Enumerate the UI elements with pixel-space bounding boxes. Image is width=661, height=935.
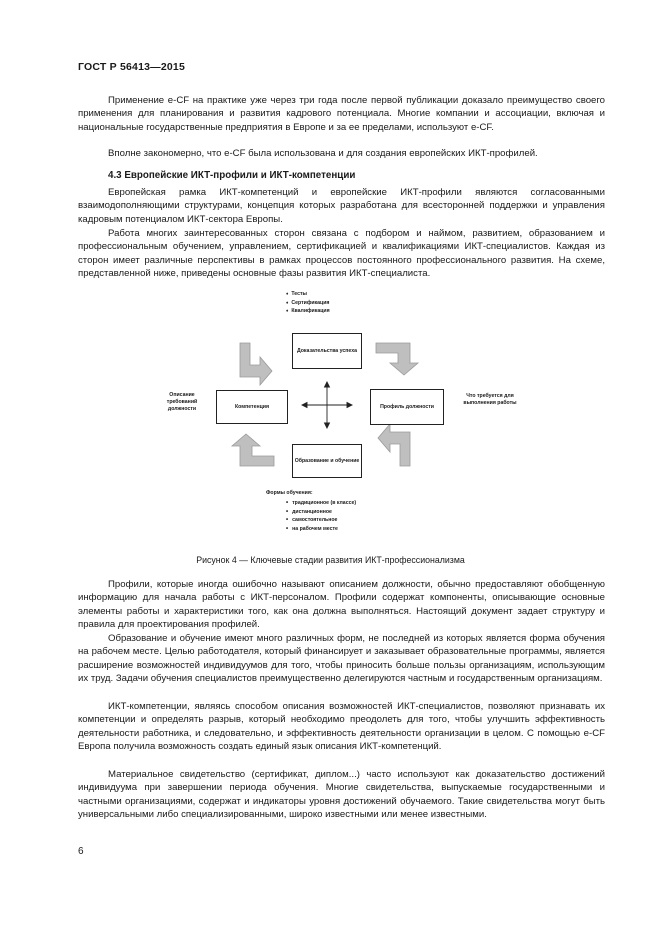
page-number: 6	[78, 846, 84, 857]
bullet-item: ♦ Сертификация	[286, 299, 330, 308]
figure-caption: Рисунок 4 — Ключевые стадии развития ИКТ-профессионализма	[196, 555, 465, 565]
box-competence: Компетенция	[216, 390, 288, 424]
paragraph: Вполне закономерно, что e-CF была использована и для создания европейских ИКТ-профилей.	[108, 148, 538, 159]
arrow-top-right-icon	[376, 343, 418, 375]
arrow-bottom-left-icon	[232, 434, 274, 466]
arrow-bottom-right-icon	[378, 424, 410, 466]
center-cross-arrows-icon	[302, 382, 352, 428]
right-label: Что требуется для выполнения работы	[463, 393, 517, 406]
box-education: Образование и обучение	[292, 444, 362, 478]
left-label: Описание требований должности	[166, 392, 198, 412]
forms-list	[286, 499, 356, 533]
bullet-item: • самостоятельное	[286, 516, 356, 525]
paragraph: Применение e-CF на практике уже через три года после первой публикации доказало преимущество своего применения для планирования и развития кадрового потенциала. Многие компании и ассоциации, включая и национальные государственные предприятия в Европе и за ее пределами, используют e-CF.	[78, 95, 605, 133]
arrow-top-left-icon	[240, 343, 272, 385]
document-header: ГОСТ Р 56413—2015	[78, 61, 186, 73]
paragraph: Европейская рамка ИКТ-компетенций и европейские ИКТ-профили являются согласованными взаимодополняющими структурами, концепция которых разработана для всесторонней поддержки и управления кадровым потенциалом ИКТ-сектора Европы.	[78, 187, 605, 225]
box-evidence: Доказательства успеха	[292, 333, 362, 369]
section-title: 4.3 Европейские ИКТ-профили и ИКТ-компетенции	[108, 170, 356, 181]
forms-title: Формы обучения:	[266, 490, 313, 496]
bullet-item: • на рабочем месте	[286, 525, 356, 534]
bullet-item: • традиционное (в классе)	[286, 499, 356, 508]
paragraph: Профили, которые иногда ошибочно называют описанием должности, обычно предоставляют обобщенную информацию для начала работы с ИКТ-персоналом. Профили содержат компоненты, описывающие основные элементы работы и характеристики того, как она должна выполняться. Настоящий документ задает структуру и правила для проектирования профилей.	[78, 579, 605, 630]
paragraph: Материальное свидетельство (сертификат, диплом...) часто используют как доказательство достижений индивидуума при завершении периода обучения. Многие свидетельства, выпускаемые государственными и частными организациями, содержат и индикаторы уровня достижений обучаемого. Такие свидетельства могут быть универсальными либо специализированными, широко известными или менее известными.	[78, 769, 605, 820]
bullet-item: ♦ Тесты	[286, 290, 330, 299]
paragraph: Образование и обучение имеют много различных форм, не последней из которых является форма обучения на рабочем месте. Целью работодателя, который финансирует и заказывает образовательные программы, является расширение возможностей индивидуумов для того, чтобы приносить больше пользы организациям, использующим их труд. Задачи обучения специалистов преимущественно делегируются частным и государственным организациям.	[78, 633, 605, 684]
bullet-item: • дистанционное	[286, 508, 356, 517]
bullet-item: ♦ Квалификация	[286, 307, 330, 316]
top-bullets-list	[286, 290, 330, 316]
box-job-profile: Профиль должности	[370, 389, 444, 425]
paragraph: ИКТ-компетенции, являясь способом описания возможностей ИКТ-специалистов, позволяют признавать их компетенции и определять разрыв, который необходимо преодолеть для того, чтобы улучшить эффективность деятельности работника, и следовательно, и эффективность деятельности организации в целом. С помощью e-CF Европа получила возможность создать единый язык описания ИКТ-компетенций.	[78, 701, 605, 752]
paragraph: Работа многих заинтересованных сторон связана с подбором и наймом, развитием, образованием и профессиональным обучением, управлением, сертификацией и квалификациями ИКТ-специалистов. Каждая из сторон имеет различные перспективы в рамках процессов постоянного профессионального развития. На схеме, представленной ниже, приведены основные фазы развития ИКТ-специалиста.	[78, 228, 605, 279]
